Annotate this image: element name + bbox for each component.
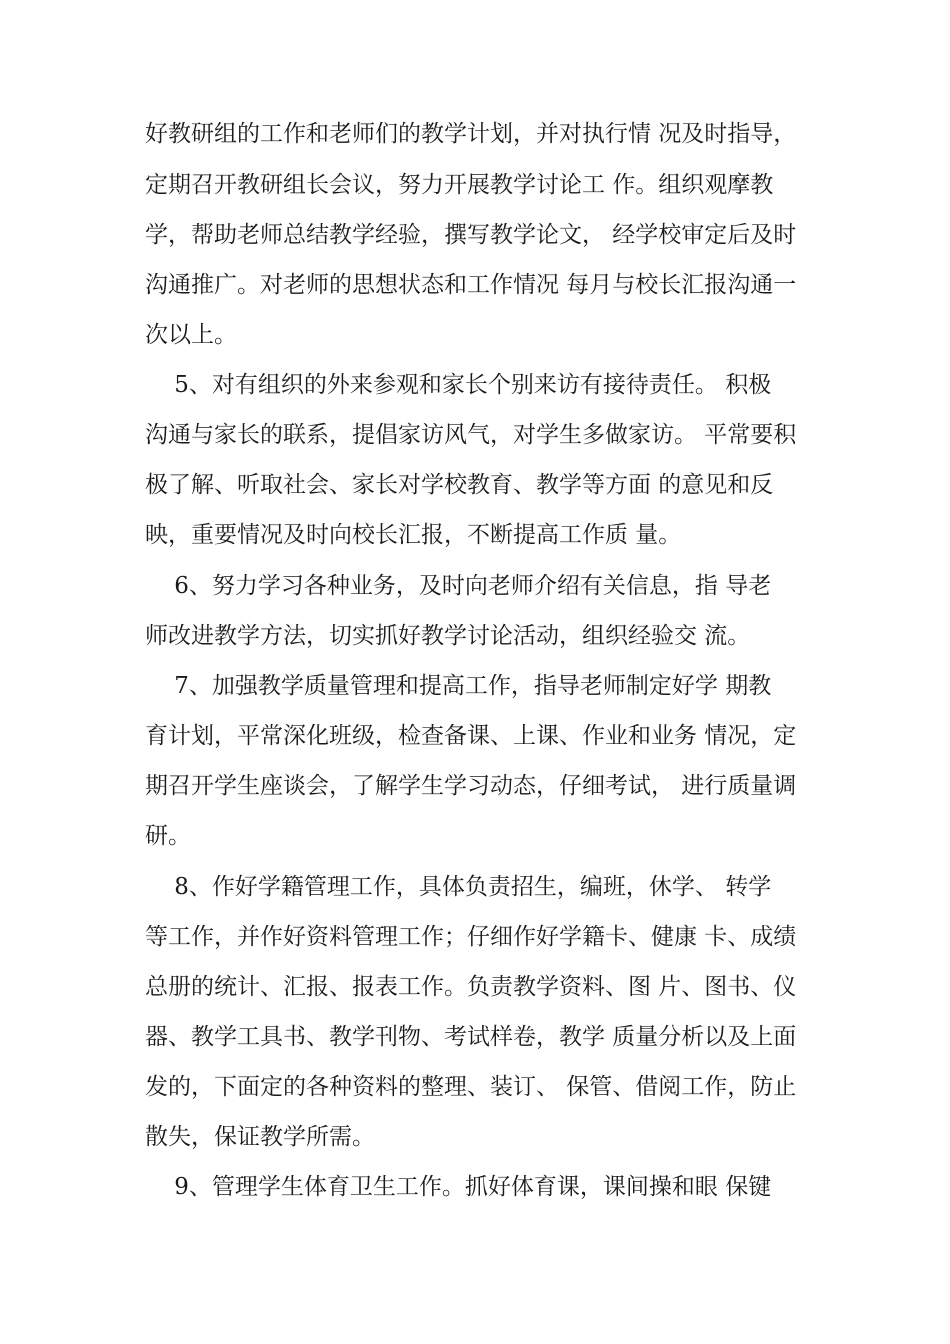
- text-line: 学，帮助老师总结教学经验，撰写教学论文， 经学校审定后及时: [145, 222, 797, 248]
- text-line: 沟通与家长的联系，提倡家访风气，对学生多做家访。 平常要积: [145, 422, 797, 448]
- text-line: 次以上。: [145, 322, 237, 348]
- text-line: 映，重要情况及时向校长汇报，不断提高工作质 量。: [145, 522, 682, 548]
- paragraph-5-start: 5、对有组织的外来参观和家长个别来访有接待责任。 积极: [145, 372, 772, 398]
- text-line: 极了解、听取社会、家长对学校教育、教学等方面 的意见和反: [145, 472, 774, 498]
- text-line: 沟通推广。对老师的思想状态和工作情况 每月与校长汇报沟通一: [145, 272, 797, 298]
- text-line: 研。: [145, 823, 191, 849]
- paragraph-9-start: 9、管理学生体育卫生工作。抓好体育课，课间操和眼 保键: [145, 1174, 772, 1200]
- text-line: 总册的统计、汇报、报表工作。负责教学资料、图 片、图书、仪: [145, 974, 797, 1000]
- text-line: 等工作，并作好资料管理工作；仔细作好学籍卡、健康 卡、成绩: [145, 924, 797, 950]
- text-line: 师改进教学方法，切实抓好教学讨论活动，组织经验交 流。: [145, 623, 751, 649]
- text-line: 育计划，平常深化班级，检查备课、上课、作业和业务 情况，定: [145, 723, 797, 749]
- text-line: 散失，保证教学所需。: [145, 1124, 375, 1150]
- paragraph-6-start: 6、努力学习各种业务，及时向老师介绍有关信息，指 导老: [145, 573, 772, 599]
- text-line: 期召开学生座谈会，了解学生学习动态，仔细考试， 进行质量调: [145, 773, 797, 799]
- text-line: 发的，下面定的各种资料的整理、装订、 保管、借阅工作，防止: [145, 1074, 797, 1100]
- paragraph-7-start: 7、加强教学质量管理和提高工作，指导老师制定好学 期教: [145, 673, 772, 699]
- text-line: 器、教学工具书、教学刊物、考试样卷，教学 质量分析以及上面: [145, 1024, 797, 1050]
- text-line: 好教研组的工作和老师们的教学计划，并对执行情 况及时指导，: [145, 121, 797, 147]
- text-line: 定期召开教研组长会议，努力开展教学讨论工 作。组织观摩教: [145, 172, 774, 198]
- paragraph-8-start: 8、作好学籍管理工作，具体负责招生，编班，休学、 转学: [145, 874, 772, 900]
